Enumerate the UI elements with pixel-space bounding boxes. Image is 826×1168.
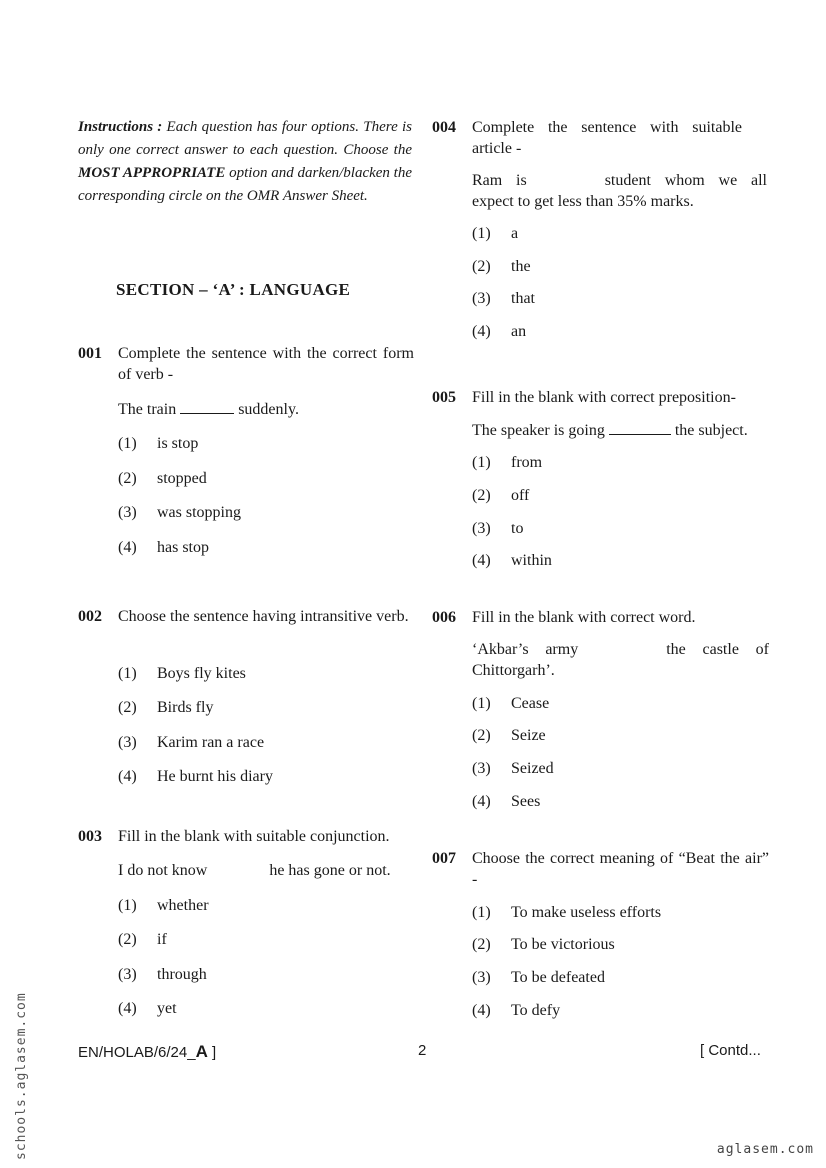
option-text: from (511, 454, 543, 471)
option-text: a (511, 225, 519, 242)
question-003 (78, 826, 414, 1026)
paper-code: EN/HOLAB/6/24_ (78, 1044, 196, 1061)
option-3 (118, 502, 241, 523)
question-sentence (472, 170, 767, 212)
option-1 (118, 663, 246, 684)
question-006 (432, 607, 770, 817)
option-number: (1) (118, 897, 137, 914)
question-004 (432, 117, 770, 347)
instructions-text-1: Each question has four options. There is only one correct answer to each question. Choose the (78, 119, 412, 158)
option-number: (3) (118, 504, 137, 521)
instructions-text-2: option and darken/blacken the corresponding circle on the OMR Answer Sheet. (78, 165, 413, 204)
option-number: (3) (118, 966, 137, 983)
option-4 (118, 766, 273, 787)
question-number: 003 (78, 828, 102, 845)
question-number: 005 (432, 389, 456, 406)
set-letter: A (195, 1042, 208, 1061)
option-4 (118, 998, 177, 1019)
option-text: to (511, 520, 524, 537)
option-number: (4) (472, 323, 491, 340)
side-watermark: schools.aglasem.com (14, 992, 29, 1160)
option-2 (472, 256, 531, 277)
option-number: (4) (472, 1002, 491, 1019)
option-number: (2) (472, 258, 491, 275)
sentence-part-2: suddenly. (234, 401, 299, 418)
option-1 (472, 902, 661, 923)
option-3 (472, 518, 523, 539)
option-text: if (157, 931, 167, 948)
option-text: Seized (511, 760, 554, 777)
option-2 (472, 485, 529, 506)
option-number: (3) (472, 290, 491, 307)
question-007 (432, 848, 770, 1038)
answer-blank (180, 399, 234, 414)
option-text: the (511, 258, 531, 275)
option-number: (2) (472, 936, 491, 953)
page-number: 2 (418, 1042, 427, 1059)
question-stem: Complete the sentence with suitable article - (472, 119, 742, 157)
instructions-bold: MOST APPROPRIATE (78, 165, 226, 181)
option-text: has stop (157, 539, 209, 556)
option-text: To be defeated (511, 969, 605, 986)
question-number: 004 (432, 119, 456, 136)
question-002 (78, 606, 414, 796)
option-number: (1) (472, 225, 491, 242)
option-number: (4) (118, 1000, 137, 1017)
question-stem: Complete the sentence with the correct form of verb - (118, 345, 414, 383)
paper-code-bracket: ] (207, 1044, 217, 1061)
option-text: Sees (511, 793, 541, 810)
sentence-part-2: student whom we all expect to get less than 35% marks. (472, 172, 767, 210)
option-number: (3) (118, 734, 137, 751)
option-text: that (511, 290, 535, 307)
option-number: (3) (472, 969, 491, 986)
option-text: Karim ran a race (157, 734, 265, 751)
option-number: (2) (472, 487, 491, 504)
option-2 (118, 468, 207, 489)
option-number: (3) (472, 760, 491, 777)
option-text: was stopping (157, 504, 241, 521)
instructions-lead: Instructions : (78, 119, 163, 135)
question-005 (432, 387, 770, 577)
option-4 (472, 321, 526, 342)
section-title: SECTION – ‘A’ : LANGUAGE (116, 280, 351, 299)
option-1 (118, 433, 198, 454)
option-2 (118, 697, 213, 718)
question-001 (78, 343, 414, 573)
option-number: (4) (472, 552, 491, 569)
option-text: To defy (511, 1002, 561, 1019)
option-text: yet (157, 1000, 177, 1017)
option-3 (472, 288, 535, 309)
sentence-part-1: ‘Akbar’s army (472, 641, 579, 658)
option-text: Cease (511, 695, 550, 712)
option-number: (4) (472, 793, 491, 810)
option-3 (472, 758, 554, 779)
option-4 (472, 550, 552, 571)
option-text: an (511, 323, 527, 340)
option-text: Birds fly (157, 699, 214, 716)
option-number: (1) (118, 665, 137, 682)
option-text: through (157, 966, 207, 983)
option-text: To make useless efforts (511, 904, 662, 921)
question-number: 001 (78, 345, 102, 362)
question-stem: Fill in the blank with suitable conjunction. (118, 828, 390, 845)
sentence-part-1: The speaker is going (472, 422, 609, 439)
sentence-part-2: the subject. (670, 422, 748, 439)
question-stem: Choose the sentence having intransitive verb. (118, 608, 409, 625)
option-text: off (511, 487, 530, 504)
option-1 (472, 223, 518, 244)
question-sentence (472, 420, 770, 441)
option-4 (472, 1000, 560, 1021)
answer-blank (609, 420, 671, 435)
option-text: To be victorious (511, 936, 615, 953)
option-number: (1) (472, 454, 491, 471)
option-number: (2) (118, 931, 137, 948)
question-stem: Fill in the blank with correct word. (472, 609, 696, 626)
option-number: (2) (118, 470, 137, 487)
question-number: 007 (432, 850, 456, 867)
question-sentence (118, 399, 414, 420)
option-2 (472, 934, 615, 955)
bottom-watermark: aglasem.com (716, 1142, 814, 1157)
question-sentence (118, 860, 414, 881)
question-sentence (472, 639, 769, 681)
option-number: (3) (472, 520, 491, 537)
option-text: Boys fly kites (157, 665, 246, 682)
option-3 (118, 964, 207, 985)
option-3 (118, 732, 264, 753)
option-1 (472, 452, 542, 473)
sentence-part-2: he has gone or not. (269, 862, 391, 879)
option-number: (4) (118, 768, 137, 785)
option-text: Seize (511, 727, 546, 744)
question-stem: Fill in the blank with correct preposition- (472, 389, 736, 406)
option-number: (1) (472, 904, 491, 921)
option-3 (472, 967, 605, 988)
option-text: within (511, 552, 552, 569)
option-2 (472, 725, 546, 746)
continued-label: [ Contd... (700, 1042, 761, 1059)
sentence-part-1: I do not know (118, 862, 208, 879)
question-number: 002 (78, 608, 102, 625)
question-stem: Choose the correct meaning of “Beat the air” - (472, 850, 769, 888)
option-number: (2) (118, 699, 137, 716)
option-4 (472, 791, 540, 812)
option-4 (118, 537, 209, 558)
option-text: is stop (157, 435, 199, 452)
option-text: whether (157, 897, 209, 914)
option-text: He burnt his diary (157, 768, 273, 785)
option-2 (118, 929, 167, 950)
sentence-part-2: the castle of Chittorgarh’. (472, 641, 769, 679)
instructions (78, 116, 412, 208)
option-1 (472, 693, 549, 714)
sentence-part-1: The train (118, 401, 181, 418)
option-number: (4) (118, 539, 137, 556)
option-number: (2) (472, 727, 491, 744)
option-text: stopped (157, 470, 207, 487)
option-1 (118, 895, 209, 916)
question-number: 006 (432, 609, 456, 626)
sentence-part-1: Ram is (472, 172, 527, 189)
option-number: (1) (118, 435, 137, 452)
footer-code (78, 1042, 216, 1062)
option-number: (1) (472, 695, 491, 712)
